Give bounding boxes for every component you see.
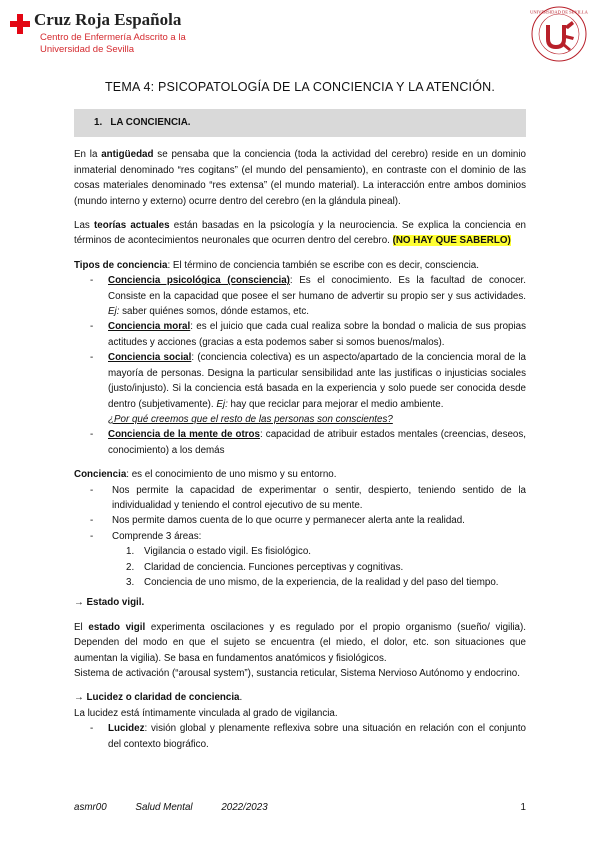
text: Las <box>74 220 95 232</box>
list-item <box>126 560 526 575</box>
question-text: ¿Por qué creemos que el resto de las personas son conscientes? <box>108 413 393 425</box>
tipos-list <box>74 273 526 458</box>
list-item: - Nos permite damos cuenta de lo que ocurre y permanecer alerta ante la realidad. <box>90 513 526 528</box>
org-subtitle-line-2: Universidad de Sevilla <box>40 44 134 55</box>
lucidez-intro: La lucidez está íntimamente vinculada al grado de vigilancia. <box>74 707 338 719</box>
item-number: 2. <box>126 561 135 573</box>
bold-term: antigüedad <box>101 149 154 161</box>
page-header <box>0 0 600 70</box>
bold-term: Tipos de conciencia <box>74 259 168 271</box>
term: Conciencia de la mente de otros <box>108 429 260 441</box>
term: Conciencia psicológica (consciencia) <box>108 275 290 287</box>
bold-term: estado vigil <box>88 621 146 633</box>
tipos-intro <box>74 258 526 273</box>
footer-author: asmr00 <box>74 802 107 813</box>
footer-year: 2022/2023 <box>221 802 268 813</box>
org-subtitle-line-1: Centro de Enfermería Adscrito a la <box>40 32 186 43</box>
list-item <box>90 273 526 319</box>
list-item <box>126 544 526 559</box>
university-seal-icon <box>530 5 588 63</box>
list-item <box>90 721 526 752</box>
text: : es el juicio que cada cual realiza sobre la bondad o malicia de sus propias actitudes y acciones (gracias a esta podemos saber si somos buenos/malos). <box>108 321 526 348</box>
text: En la <box>74 149 102 161</box>
footer-subject: Salud Mental <box>135 802 193 813</box>
text: . <box>239 692 243 704</box>
text: : El término de conciencia también se escribe con es decir, consciencia. <box>167 259 479 271</box>
text: están basadas en la psicología y la neurociencia. Se explica la conciencia en términos de acontecimientos neuronales que ocurren dentro del cerebro. <box>74 220 526 247</box>
text: Conciencia de uno mismo, de la experiencia, de la realidad y del paso del tiempo. <box>144 576 499 588</box>
heading-text: → Lucidez o claridad de conciencia <box>74 692 240 704</box>
document-body <box>74 80 526 752</box>
areas-list <box>74 544 526 590</box>
term: Conciencia social <box>108 352 192 364</box>
vigil-paragraph <box>74 620 526 666</box>
term: Lucidez <box>108 723 145 735</box>
section-number: 1. <box>94 117 103 129</box>
item-number: 1. <box>126 546 135 558</box>
text: : es el conocimiento de uno mismo y su entorno. <box>126 469 337 481</box>
bold-term: teorías actuales <box>94 220 170 232</box>
vigil-heading <box>74 595 526 610</box>
highlight-note: (NO HAY QUE SABERLO) <box>392 235 511 247</box>
list-item <box>90 427 526 458</box>
lucidez-list <box>74 721 526 752</box>
paragraph-antiguedad <box>74 147 526 209</box>
page-number: 1 <box>520 802 526 813</box>
svg-text:UNIVERSIDAD DE SEVILLA: UNIVERSIDAD DE SEVILLA <box>530 9 588 15</box>
text: experimenta oscilaciones y es regulado por el propio organismo (sueño/ vigilia). Dependen del modo en que el sujeto se encuentra (el miedo, el dolor, etc. son situaciones que aumentan la vigilia). Se basa en fundamentos anatómicos y fisiológicos. <box>74 621 526 664</box>
heading-text: → Estado vigil. <box>74 597 145 609</box>
example-label: Ej: <box>108 306 120 318</box>
text: saber quiénes somos, dónde estamos, etc. <box>119 306 309 318</box>
text: hay que reciclar para mejorar el medio ambiente. <box>227 398 444 410</box>
conciencia-intro <box>74 467 526 482</box>
lucidez-heading <box>74 690 526 705</box>
item-number: 3. <box>126 576 135 588</box>
vigil-paragraph-2: Sistema de activación (“arousal system”), sustancia reticular, Sistema Nervioso Autónomo y endocrino. <box>74 668 520 679</box>
list-item <box>126 575 526 590</box>
text: : capacidad de atribuir estados mentales (creencias, deseos, conocimiento) a los demás <box>108 429 526 456</box>
example-label: Ej: <box>216 398 228 410</box>
paragraph-teorias <box>74 218 526 249</box>
term: Conciencia moral <box>108 321 191 333</box>
org-name: Cruz Roja Española <box>34 10 182 29</box>
text: Claridad de conciencia. Funciones perceptivas y cognitivas. <box>144 561 404 573</box>
list-item <box>90 350 526 427</box>
list-item <box>90 319 526 350</box>
bold-term: Conciencia <box>74 469 127 481</box>
text: : (conciencia colectiva) es un aspecto/apartado de la conciencia moral de la mayoría de personas. Designa la particular sensibilidad ante las justificas o injusticias sociales (justo/injusto). Si la conciencia está basada en la experiencia y solo puede ser conocida desde dentro (subjetivamente). <box>108 352 526 410</box>
list-item: - Nos permite la capacidad de experimentar o sentir, despierto, teniendo sentido de la individualidad y teniendo el control ejecutivo de su mente. <box>90 483 526 514</box>
conciencia-list <box>74 483 526 545</box>
section-heading <box>74 109 526 137</box>
text: se pensaba que la conciencia (toda la actividad del cerebro) reside en un dominio inmaterial denominado “res cogitans” (el mundo del pensamiento), en contraste con el dominio de las cosas materiales denominado “res extensa” (el mundo material). La interacción entre ambos dominios (mundo interno y externo) ocurre dentro del cerebro (en la glándula pineal). <box>74 149 526 207</box>
text: : Es el conocimiento. Es la facultad de conocer. Consiste en la capacidad que posee el ser humano de advertir su propio ser y sus actividades. <box>108 275 526 302</box>
text: : visión global y plenamente reflexiva sobre una situación en relación con el conjunto del contexto biográfico. <box>108 723 526 750</box>
red-cross-logo-icon <box>10 14 30 34</box>
org-subtitle <box>40 32 186 56</box>
page-footer <box>74 802 526 813</box>
page-title: TEMA 4: PSICOPATOLOGÍA DE LA CONCIENCIA Y LA ATENCIÓN. <box>104 80 496 94</box>
list-item: - Comprende 3 áreas: <box>90 529 526 544</box>
section-title: LA CONCIENCIA. <box>110 117 191 129</box>
text: El <box>74 621 89 633</box>
text: Vigilancia o estado vigil. Es fisiológico. <box>144 546 312 558</box>
